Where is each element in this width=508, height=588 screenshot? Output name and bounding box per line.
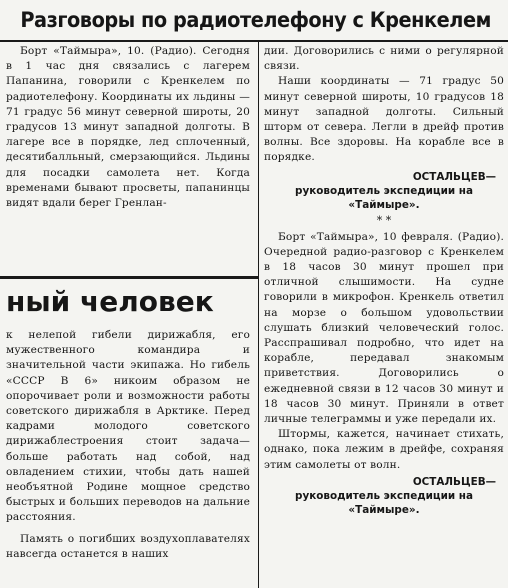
signature-role-2: руководитель экспедиции на «Таймыре». bbox=[295, 489, 473, 516]
left-article-text-2: Память о погибших воздухоплавателях навсегда останется в наших bbox=[6, 532, 250, 560]
signature-name: ОСТАЛЬЦЕВ— bbox=[412, 170, 496, 183]
right-report-text-2: Штормы, кажется, начинает стихать, однако, пока лежим в дрейфе, сохраняя этим самолеты от волн. bbox=[264, 428, 504, 471]
article-heading: ный человек bbox=[6, 285, 214, 318]
signature-name-2: ОСТАЛЬЦЕВ— bbox=[412, 475, 496, 488]
left-report-text: Борт «Таймыра», 10. (Радио). Сегодня в 1 час дня связались с лагерем Папанина, говорили с Кренкелем по радиотелефону. Координаты их льдины — 71 градус 56 минут северной широты, 20 градусов 13 минут западной долготы. В лагере все в порядке, лед сплоченный, десятибалльный, смерзающийся. Льдины для посадки самолета нет. Когда временами бывают просветы, папанинцы видят вдали берег Гренлан- bbox=[6, 45, 250, 210]
headline-rule bbox=[0, 40, 508, 42]
right-coords-text: Наши координаты — 71 градус 50 минут северной широты, 10 градусов 18 минут западной долготы. Сильный шторм от севера. Легли в дрейф против волны. Все здоровы. На корабле все в порядке. bbox=[264, 75, 504, 164]
headline: Разговоры по радиотелефону с Кренкелем bbox=[20, 8, 491, 32]
left-report-column bbox=[6, 44, 250, 211]
separator-stars: * * bbox=[376, 213, 392, 227]
right-continuation-text: дии. Договорились с ними о регулярной связи. bbox=[264, 45, 504, 73]
right-report-text: Борт «Таймыра», 10 февраля. (Радио). Очередной радио-разговор с Кренкелем в 18 часов 30 минут прошел при отличной слышимости. На судне говорили в микрофон. Кренкель ответил на морзе о большом удовольствии слушать близкий человеческий голос. Расспрашивал подробно, что идет на корабле, передавал знакомым приветствия. Договорились о ежедневной связи в 12 часов 30 минут и 18 часов 30 минут. Приняли в ответ личные телеграммы и уже передали их. bbox=[264, 230, 504, 426]
left-article-text: к нелепой гибели дирижабля, его мужественного командира и значительной части экипажа. Но гибель «СССР В 6» никоим образом не опорочивает роли и возможности работы советского дирижабля в Арктике. Перед кадрами молодого советского дирижаблестроения стоит задача—больше работать над собой, над овладением стихии, чтобы дать нашей необъятной Родине мощное средство быстрых и больших переводов на дальние расстояния. bbox=[6, 329, 250, 524]
signature-role: руководитель экспедиции на «Таймыре». bbox=[295, 184, 473, 211]
right-column bbox=[264, 44, 504, 517]
left-article-column bbox=[6, 328, 250, 562]
section-rule bbox=[0, 276, 258, 279]
column-divider bbox=[258, 42, 259, 588]
